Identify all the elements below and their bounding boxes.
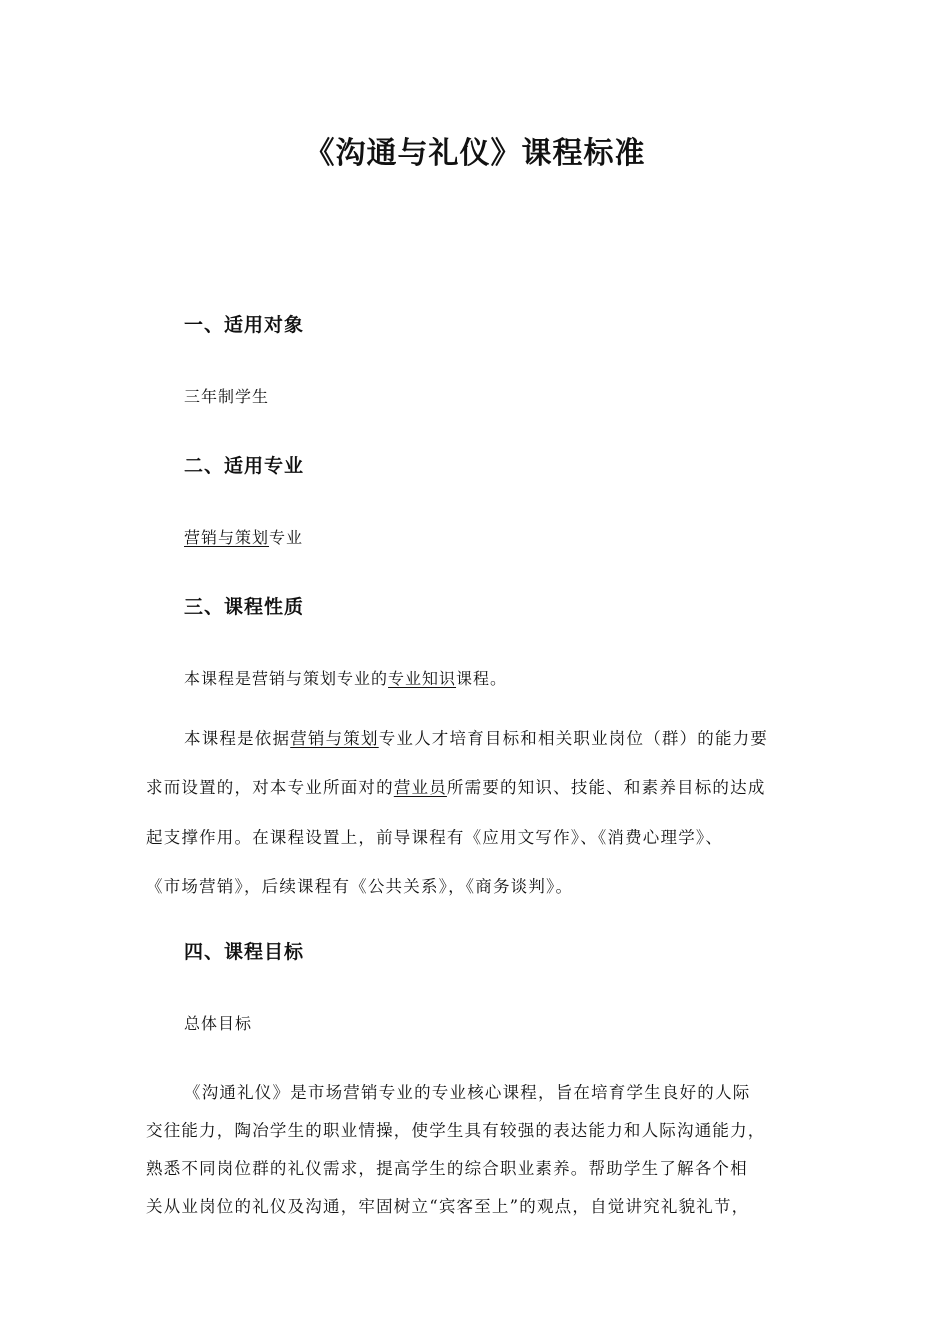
section-heading-nature: 三、课程性质: [184, 596, 305, 618]
nature-p2-l1-pre: 本课程是依据: [184, 729, 291, 748]
nature-paragraph-1: [184, 666, 507, 689]
nature-p2-line-2: [146, 774, 826, 798]
goals-line-2: 交往能力，陶冶学生的职业情操，使学生具有较强的表达能力和人际沟通能力，: [146, 1121, 766, 1140]
goals-line-1: 《沟通礼仪》是市场营销专业的专业核心课程，旨在培育学生良好的人际: [184, 1083, 751, 1102]
nature-p2-l1-link[interactable]: 营销与策划: [290, 729, 379, 748]
nature-p2-l2-post: 所需要的知识、技能、和素养目标的达成: [446, 778, 766, 797]
nature-p2-line-1: [184, 725, 864, 749]
goals-subheading: 总体目标: [184, 1014, 253, 1033]
section-heading-major: 二、适用专业: [184, 455, 305, 477]
section-heading-target: 一、适用对象: [184, 314, 305, 336]
nature-p2-line-3: 起支撑作用。在课程设置上，前导课程有《应用文写作》、《消费心理学》、: [146, 828, 724, 847]
nature-p1-link[interactable]: 专业知识: [388, 669, 457, 688]
nature-p1-post: 课程。: [456, 669, 508, 688]
target-text: 三年制学生: [184, 387, 270, 406]
nature-p2-l1-post: 专业人才培育目标和相关职业岗位（群）的能力要: [378, 729, 769, 748]
nature-p1-pre: 本课程是营销与策划专业的: [184, 669, 389, 688]
nature-p2-l2-link[interactable]: 营业员: [393, 778, 447, 797]
major-link[interactable]: 营销与策划: [184, 528, 270, 547]
goals-line-3: 熟悉不同岗位群的礼仪需求，提高学生的综合职业素养。帮助学生了解各个相: [146, 1159, 748, 1178]
goals-line-4: 关从业岗位的礼仪及沟通，牢固树立“宾客至上”的观点，自觉讲究礼貌礼节，: [146, 1197, 750, 1216]
section-heading-goals: 四、课程目标: [184, 941, 305, 963]
document-title: 《沟通与礼仪》课程标准: [304, 136, 646, 171]
nature-p2-l2-pre: 求而设置的，对本专业所面对的: [146, 778, 394, 797]
major-suffix: 专业: [269, 528, 304, 547]
nature-p2-line-4: 《市场营销》，后续课程有《公共关系》，《商务谈判》。: [146, 877, 574, 896]
major-text: [184, 525, 303, 548]
